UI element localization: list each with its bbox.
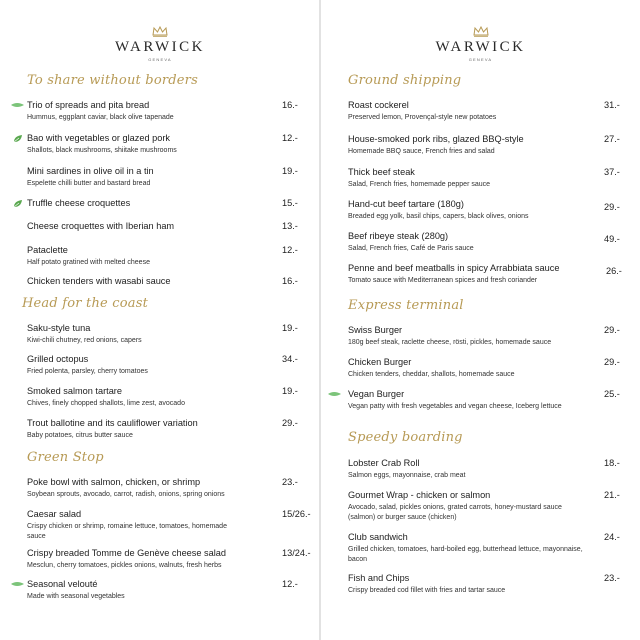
item-price: 34.- bbox=[282, 354, 298, 364]
item-price: 13/24.- bbox=[282, 548, 311, 558]
item-name: Saku-style tuna bbox=[27, 323, 91, 333]
item-description: Made with seasonal vegetables bbox=[27, 593, 125, 600]
item-name: Cheese croquettes with Iberian ham bbox=[27, 221, 175, 231]
item-price: 37.- bbox=[604, 167, 620, 177]
menu-item bbox=[348, 532, 622, 565]
section-title: Ground shipping bbox=[348, 73, 462, 88]
item-price: 29.- bbox=[604, 202, 620, 212]
menu-item bbox=[27, 100, 299, 123]
item-name: Club sandwich bbox=[348, 532, 408, 542]
menu-item bbox=[348, 231, 622, 254]
item-name: Truffle cheese croquettes bbox=[27, 198, 131, 208]
item-description: Avocado, salad, pickles onions, grated carrots, honey-mustard sauce (salmon) or burger sauce (chicken) bbox=[348, 504, 562, 521]
item-name: Penne and beef meatballs in spicy Arrabbiata sauce bbox=[348, 263, 560, 273]
brand-location: GENEVA bbox=[468, 57, 493, 62]
vegetarian-leaf-icon bbox=[328, 391, 341, 397]
menu-item bbox=[348, 573, 622, 596]
menu-item bbox=[27, 579, 299, 602]
item-name: Grilled octopus bbox=[27, 354, 89, 364]
menu-item bbox=[27, 276, 299, 287]
item-name: Lobster Crab Roll bbox=[348, 458, 420, 468]
item-price: 18.- bbox=[604, 458, 620, 468]
item-price: 12.- bbox=[282, 245, 298, 255]
item-name: Fish and Chips bbox=[348, 573, 410, 583]
menu-item bbox=[348, 458, 622, 481]
menu-item bbox=[348, 325, 622, 348]
brand-header bbox=[321, 26, 640, 62]
item-price: 27.- bbox=[604, 134, 620, 144]
item-description: Kiwi-chili chutney, red onions, capers bbox=[27, 337, 142, 344]
item-name: Trout ballotine and its cauliflower variation bbox=[27, 418, 198, 428]
item-description: Vegan patty with fresh vegetables and vegan cheese, Iceberg lettuce bbox=[348, 403, 562, 410]
section-title: To share without borders bbox=[27, 73, 198, 88]
item-description: Tomato sauce with Mediterranean spices and fresh coriander bbox=[348, 277, 538, 284]
item-name: Trio of spreads and pita bread bbox=[27, 100, 150, 110]
brand-name: WARWICK bbox=[115, 39, 205, 55]
item-name: Mini sardines in olive oil in a tin bbox=[27, 166, 154, 176]
menu-item bbox=[27, 245, 299, 268]
menu-item bbox=[348, 263, 622, 286]
menu-item bbox=[348, 100, 622, 123]
item-price: 16.- bbox=[282, 100, 298, 110]
vegetarian-leaf-icon bbox=[11, 581, 24, 587]
item-price: 23.- bbox=[604, 573, 620, 583]
menu-item bbox=[348, 167, 622, 190]
vegetarian-leaf-icon bbox=[11, 102, 24, 108]
item-name: Crispy breaded Tomme de Genève cheese salad bbox=[27, 548, 227, 558]
menu-item bbox=[27, 386, 299, 409]
item-description: Half potato gratined with melted cheese bbox=[27, 259, 150, 266]
item-description: Homemade BBQ sauce, French fries and salad bbox=[348, 148, 495, 155]
item-name: Gourmet Wrap - chicken or salmon bbox=[348, 490, 491, 500]
item-price: 21.- bbox=[604, 490, 620, 500]
menu-item bbox=[27, 323, 299, 346]
brand-name: WARWICK bbox=[435, 39, 526, 55]
item-price: 12.- bbox=[282, 579, 298, 589]
item-price: 19.- bbox=[282, 323, 298, 333]
item-price: 49.- bbox=[604, 234, 620, 244]
menu-item bbox=[27, 418, 299, 441]
vegetarian-leaf-icon bbox=[13, 134, 23, 143]
section-title: Head for the coast bbox=[22, 296, 148, 311]
item-price: 29.- bbox=[604, 325, 620, 335]
menu-item bbox=[348, 357, 622, 380]
menu-item bbox=[27, 133, 299, 156]
item-price: 19.- bbox=[282, 386, 298, 396]
item-description: Salad, French fries, Café de Paris sauce bbox=[348, 245, 474, 252]
menu-item bbox=[27, 509, 311, 542]
item-name: Pataclette bbox=[27, 245, 68, 255]
item-description: Grilled chicken, tomatoes, hard-boiled egg, butterhead lettuce, mayonnaise, bacon bbox=[348, 546, 583, 563]
item-description: 180g beef steak, raclette cheese, rösti, pickles, homemade sauce bbox=[348, 339, 552, 346]
menu-item bbox=[348, 134, 622, 157]
item-price: 25.- bbox=[604, 389, 620, 399]
item-description: Hummus, eggplant caviar, black olive tapenade bbox=[27, 114, 174, 121]
item-name: Seasonal velouté bbox=[27, 579, 98, 589]
item-name: Beef ribeye steak (280g) bbox=[348, 231, 449, 241]
crown-icon bbox=[152, 26, 168, 37]
menu-item bbox=[27, 221, 299, 232]
item-price: 26.- bbox=[606, 266, 622, 276]
menu-item bbox=[27, 166, 299, 189]
item-price: 16.- bbox=[282, 276, 298, 286]
item-name: Smoked salmon tartare bbox=[27, 386, 122, 396]
item-description: Breaded egg yolk, basil chips, capers, black olives, onions bbox=[348, 213, 529, 220]
menu-item bbox=[27, 198, 299, 209]
section-title: Express terminal bbox=[348, 298, 464, 313]
section-title: Speedy boarding bbox=[348, 430, 463, 445]
item-description: Baby potatoes, citrus butter sauce bbox=[27, 432, 133, 439]
brand-location: GENEVA bbox=[148, 57, 172, 62]
item-description: Mesclun, cherry tomatoes, pickles onions, walnuts, fresh herbs bbox=[27, 562, 222, 569]
item-price: 29.- bbox=[604, 357, 620, 367]
item-name: Hand-cut beef tartare (180g) bbox=[348, 199, 464, 209]
item-description: Soybean sprouts, avocado, carrot, radish, onions, spring onions bbox=[27, 491, 225, 498]
item-description: Shallots, black mushrooms, shiitake mushrooms bbox=[27, 147, 177, 154]
item-price: 12.- bbox=[282, 133, 298, 143]
item-price: 15.- bbox=[282, 198, 298, 208]
item-name: Poke bowl with salmon, chicken, or shrimp bbox=[27, 477, 201, 487]
menu-item bbox=[348, 490, 622, 523]
crown-icon bbox=[473, 26, 489, 37]
menu-item bbox=[348, 389, 622, 412]
item-name: Chicken Burger bbox=[348, 357, 412, 367]
section-title: Green Stop bbox=[27, 450, 104, 465]
item-description: Crispy breaded cod fillet with fries and tartar sauce bbox=[348, 587, 506, 594]
item-price: 13.- bbox=[282, 221, 298, 231]
item-price: 29.- bbox=[282, 418, 298, 428]
item-name: Caesar salad bbox=[27, 509, 82, 519]
item-price: 15/26.- bbox=[282, 509, 311, 519]
item-name: Roast cockerel bbox=[348, 100, 409, 110]
menu-page-right bbox=[321, 0, 640, 640]
item-name: Bao with vegetables or glazed pork bbox=[27, 133, 171, 143]
item-description: Fried polenta, parsley, cherry tomatoes bbox=[27, 368, 148, 375]
menu-item bbox=[27, 354, 299, 377]
brand-header bbox=[0, 26, 320, 62]
item-description: Espelette chilli butter and bastard bread bbox=[27, 180, 151, 187]
item-name: House-smoked pork ribs, glazed BBQ-style bbox=[348, 134, 524, 144]
item-price: 31.- bbox=[604, 100, 620, 110]
menu-item bbox=[27, 477, 299, 500]
item-name: Vegan Burger bbox=[348, 389, 405, 399]
item-description: Chives, finely chopped shallots, lime zest, avocado bbox=[27, 400, 185, 407]
item-price: 24.- bbox=[604, 532, 620, 542]
item-description: Preserved lemon, Provençal-style new potatoes bbox=[348, 114, 497, 121]
item-price: 19.- bbox=[282, 166, 298, 176]
item-description: Chicken tenders, cheddar, shallots, homemade sauce bbox=[348, 371, 515, 378]
vegetarian-leaf-icon bbox=[13, 199, 23, 208]
item-name: Thick beef steak bbox=[348, 167, 415, 177]
item-name: Chicken tenders with wasabi sauce bbox=[27, 276, 171, 286]
item-price: 23.- bbox=[282, 477, 298, 487]
menu-item bbox=[27, 548, 311, 571]
item-description: Crispy chicken or shrimp, romaine lettuce, tomatoes, homemade sauce bbox=[27, 523, 227, 540]
item-description: Salmon eggs, mayonnaise, crab meat bbox=[348, 472, 466, 479]
menu-item bbox=[348, 199, 622, 222]
item-description: Salad, French fries, homemade pepper sauce bbox=[348, 181, 491, 188]
item-name: Swiss Burger bbox=[348, 325, 403, 335]
